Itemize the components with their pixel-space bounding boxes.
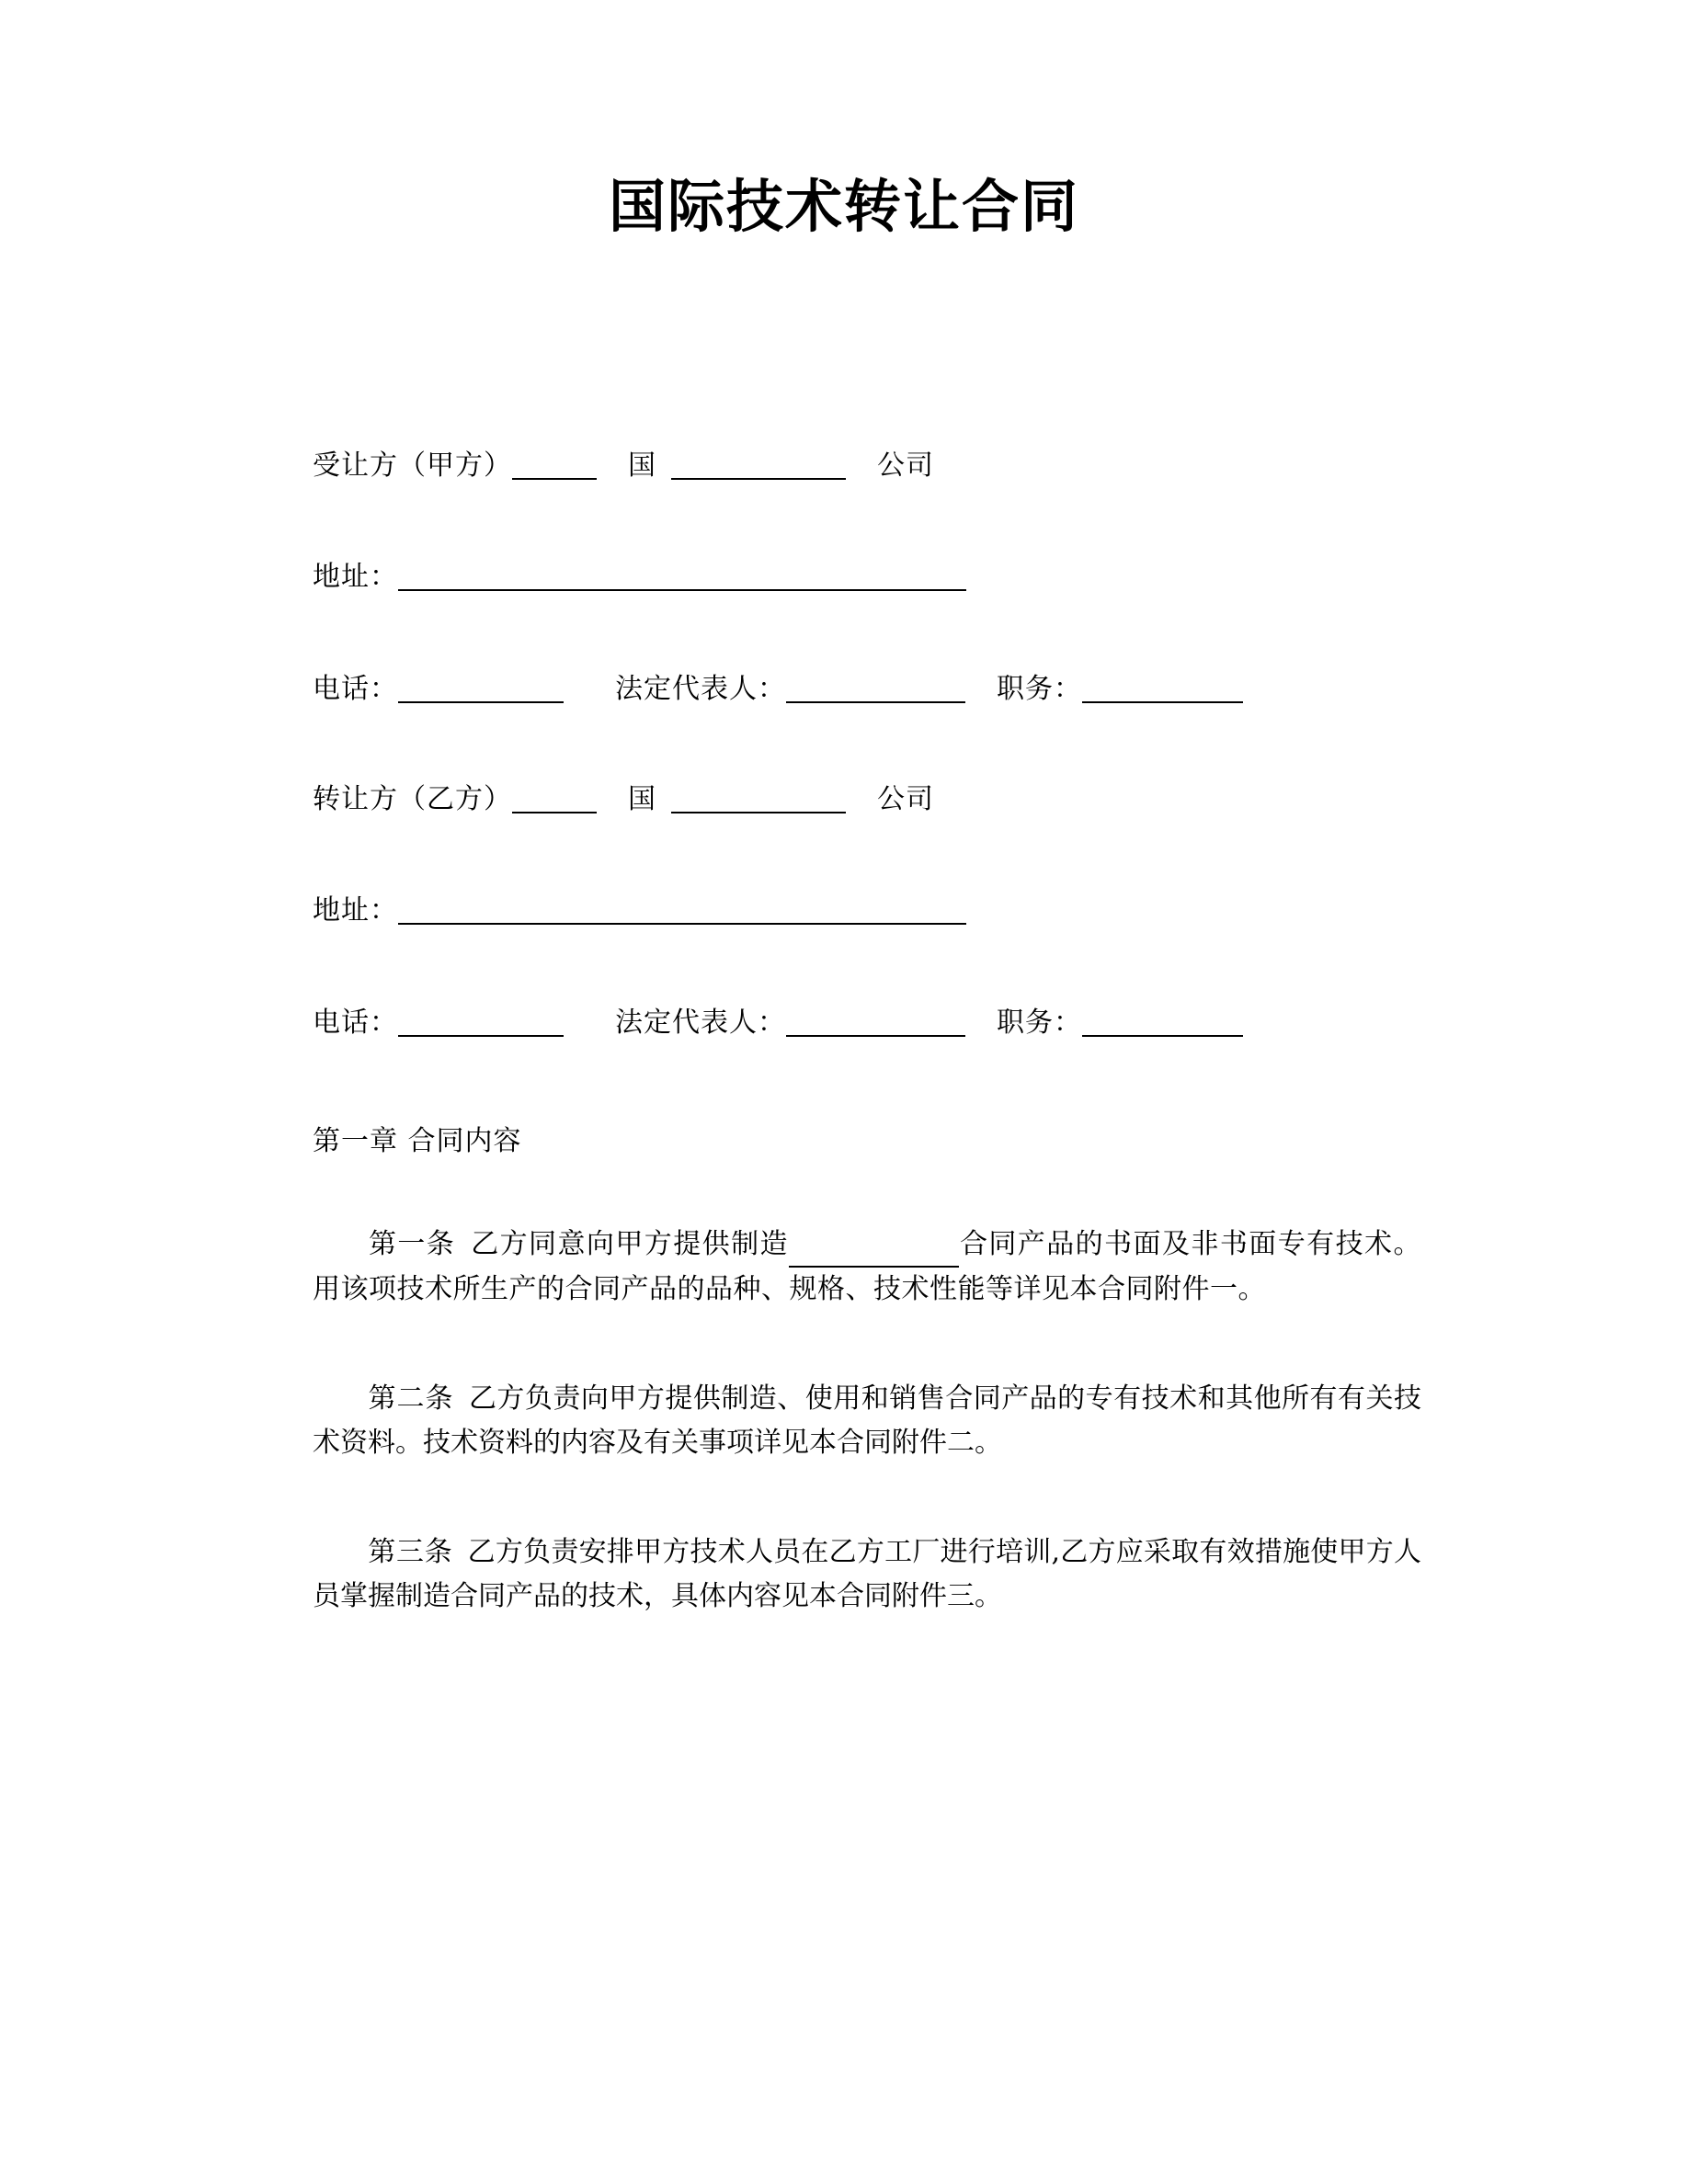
party-b-position-label: 职务： [997, 1007, 1082, 1040]
article-2-text: 乙方负责向甲方提供制造、使用和销售合同产品的专有技术和其他所有有关技术资料。技术资料的内容及有关事项详见本合同附件二。 [313, 1382, 1422, 1460]
party-b-company-label: 公司 [877, 783, 934, 816]
party-b-address-label: 地址： [313, 894, 398, 927]
article-2-number: 第二条 [368, 1382, 454, 1415]
party-a-position-input[interactable] [1082, 674, 1243, 703]
party-b-address-row [313, 895, 1421, 925]
article-1-blank-input[interactable] [789, 1238, 959, 1268]
article-3-text: 乙方负责安排甲方技术人员在乙方工厂进行培训,乙方应采取有效措施使甲方人员掌握制造合同产品的技术，具体内容见本合同附件三。 [313, 1535, 1421, 1613]
party-a-company-label: 公司 [877, 449, 934, 483]
party-a-address-label: 地址： [313, 561, 398, 594]
article-1-text-before: 乙方同意向甲方提供制造 [470, 1228, 789, 1261]
party-a-role-label: 受让方（甲方） [313, 449, 512, 483]
party-b-company-input[interactable] [671, 784, 846, 813]
party-a-company-input[interactable] [671, 450, 846, 480]
party-b-country-input[interactable] [512, 784, 597, 813]
party-a-contact-row [313, 673, 1421, 706]
chapter-heading: 第一章 合同内容 [313, 1125, 522, 1158]
article-2 [313, 1377, 1421, 1466]
party-b-phone-label: 电话： [313, 1007, 398, 1040]
article-1-number: 第一条 [368, 1228, 456, 1261]
party-a-address-row [313, 561, 1421, 594]
party-a-representative-input[interactable] [786, 674, 965, 703]
party-a-row [313, 449, 1421, 483]
party-b-country-label: 国 [628, 783, 656, 816]
party-a-position-label: 职务： [997, 673, 1082, 706]
document-body [0, 450, 1688, 1620]
page-title: 国际技术转让合同 [608, 173, 1079, 240]
party-a-address-input[interactable] [398, 562, 966, 591]
party-b-address-input[interactable] [398, 895, 966, 925]
party-a-country-label: 国 [628, 449, 656, 483]
article-1 [313, 1223, 1421, 1312]
party-b-representative-label: 法定代表人： [615, 1007, 786, 1040]
party-a-country-input[interactable] [512, 450, 597, 480]
party-b-representative-input[interactable] [786, 1007, 965, 1037]
party-b-row [313, 783, 1421, 816]
party-a-phone-input[interactable] [398, 674, 564, 703]
article-3-number: 第三条 [368, 1535, 453, 1568]
party-a-phone-label: 电话： [313, 673, 398, 706]
party-b-contact-row [313, 1007, 1421, 1040]
party-a-representative-label: 法定代表人： [615, 673, 786, 706]
party-b-phone-input[interactable] [398, 1007, 564, 1037]
party-b-position-input[interactable] [1082, 1007, 1243, 1037]
article-3 [313, 1530, 1421, 1620]
article-1-text-after: 合同产品的书面及非书面专有技术。用该项技术所生产的合同产品的品种、规格、技术性能等详见本合同附件一。 [313, 1228, 1421, 1305]
party-b-role-label: 转让方（乙方） [313, 783, 512, 816]
